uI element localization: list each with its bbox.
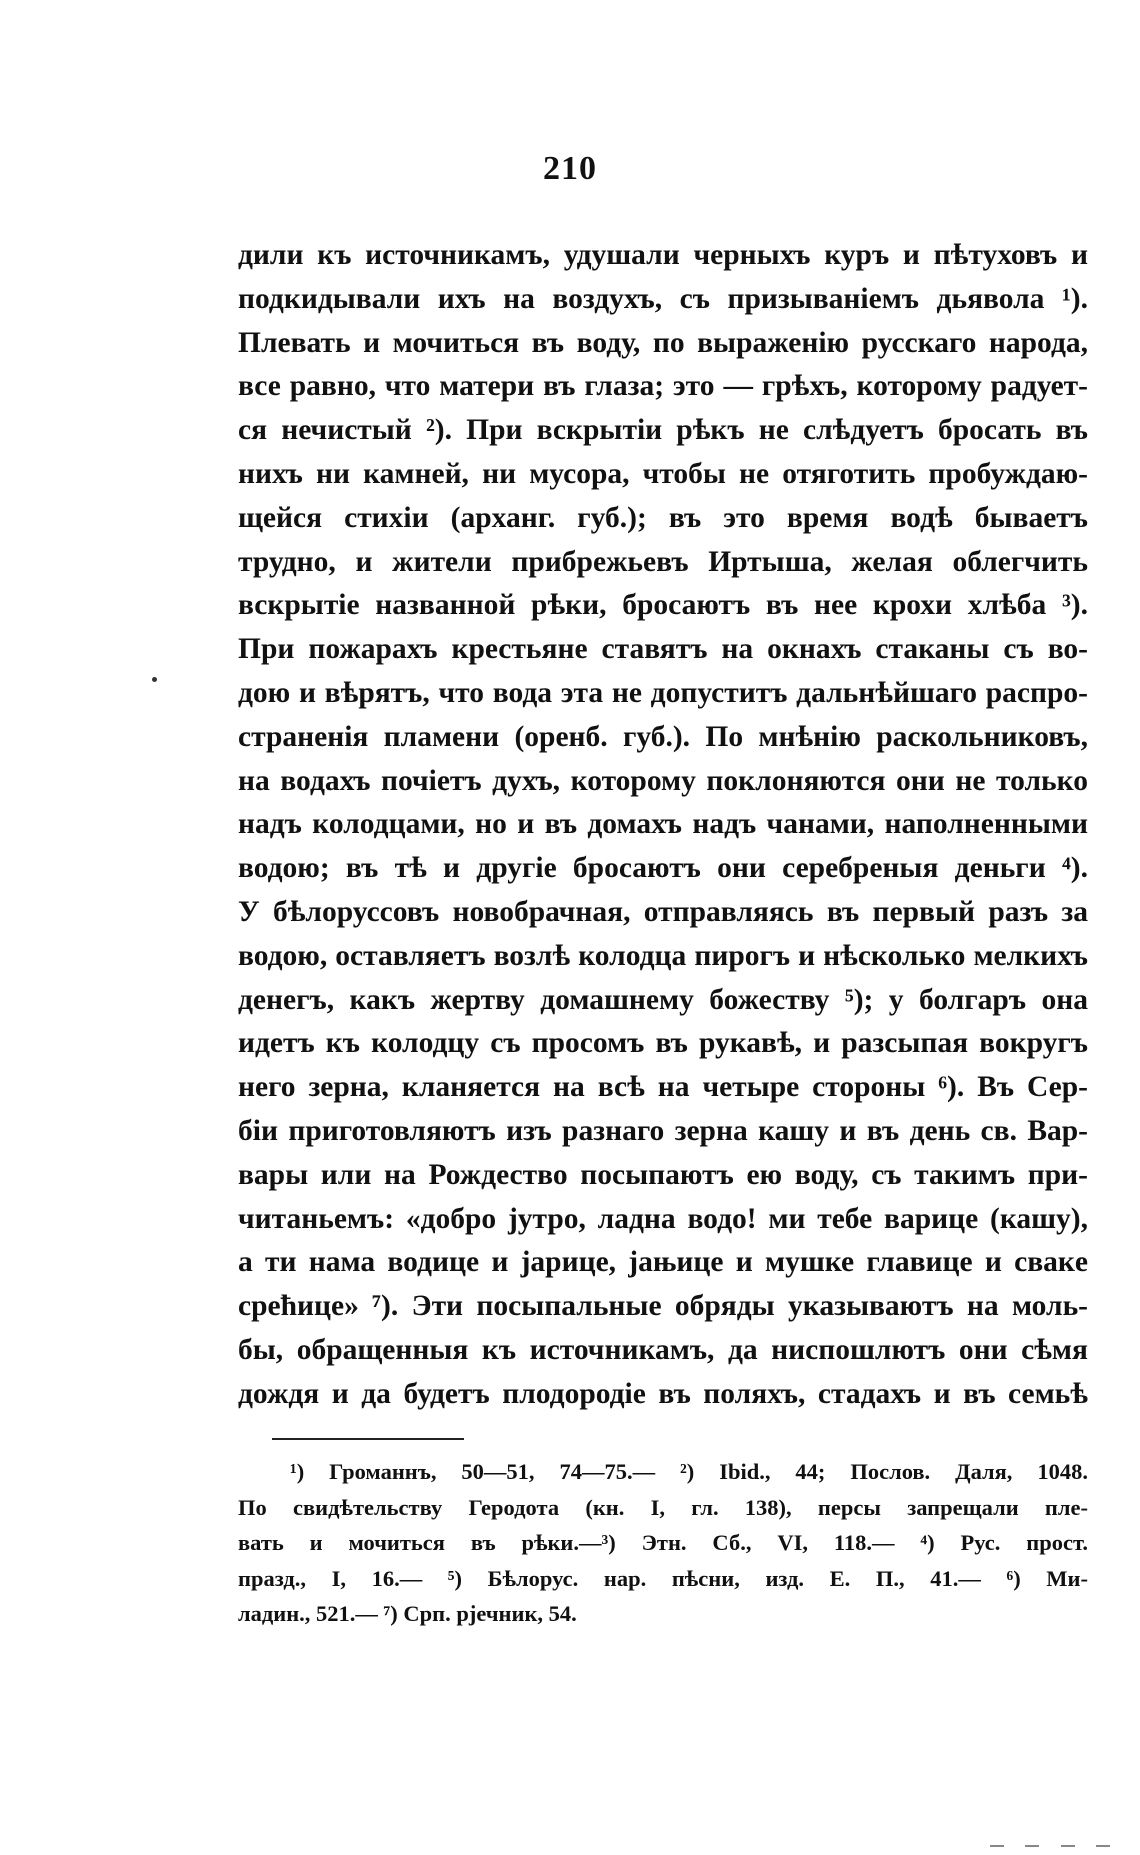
body-line: ся нечистый ²). При вскрытіи рѣкъ не слѣдуетъ бросать въ [238,414,1088,447]
body-line: нихъ ни камней, ни мусора, чтобы не отяготить пробуждаю- [238,457,1088,490]
body-line: него зерна, кланяется на всѣ на четыре стороны ⁶). Въ Сер- [238,1071,1088,1104]
scan-mark [1061,1845,1075,1847]
body-line: подкидывали ихъ на воздухъ, съ призываніемъ дьявола ¹). [238,282,1088,315]
body-text [238,234,1088,1417]
body-line: надъ колодцами, но и въ домахъ надъ чанами, наполненными [238,808,1088,841]
footnote-line: По свидѣтельству Геродота (кн. I, гл. 138), персы запрещали пле- [238,1494,1088,1520]
body-line: денегъ, какъ жертву домашнему божеству ⁵); у болгаръ она [238,983,1088,1016]
body-line: идетъ къ колодцу съ просомъ въ рукавѣ, и разсыпая вокругъ [238,1027,1088,1060]
scan-speck [152,677,157,682]
page-number: 210 [543,150,597,187]
body-line: водою; въ тѣ и другіе бросаютъ они серебреныя деньги ⁴). [238,852,1088,885]
body-line: страненія пламени (оренб. губ.). По мнѣнію раскольниковъ, [238,720,1088,753]
body-line: на водахъ почіетъ духъ, которому поклоняются они не только [238,764,1088,797]
body-line: дили къ источникамъ, удушали черныхъ куръ и пѣтуховъ и [238,239,1088,271]
body-line: щейся стихіи (арханг. губ.); въ это время водѣ бываетъ [238,501,1088,534]
body-line: вары или на Рождество посыпаютъ ею воду, съ такимъ при- [238,1158,1088,1191]
body-line: При пожарахъ крестьяне ставятъ на окнахъ стаканы съ во- [238,633,1088,666]
scan-mark [990,1845,1004,1847]
body-line: все равно, что матери въ глаза; это — грѣхъ, которому радует- [238,370,1088,403]
body-line: срећице» ⁷). Эти посыпальные обряды указываютъ на моль- [238,1290,1088,1323]
scan-edge-marks [990,1845,1110,1849]
footnote-line: ладин., 521.— ⁷) Срп. рјечник, 54. [238,1601,577,1626]
body-line: Плевать и мочиться въ воду, по выраженію русскаго народа, [238,326,1088,359]
body-line: трудно, и жители прибрежьевъ Иртыша, желая облегчить [238,545,1088,578]
footnote-line: празд., I, 16.— ⁵) Бѣлорус. нар. пѣсни, изд. Е. П., 41.— ⁶) Ми- [238,1565,1088,1591]
body-line: а ти нама водице и јарице, јањице и мушке главице и свакe [238,1246,1088,1279]
footnote-line: вать и мочиться въ рѣки.—³) Этн. Сб., VI, 118.— ⁴) Рус. прост. [238,1530,1088,1555]
body-line: читаньемъ: «добро јутро, ладна водо! ми тебе варице (кашу), [238,1202,1088,1235]
footnote-line: ¹) Громаннъ, 50—51, 74—75.— ²) Ibid., 44; Послов. Даля, 1048. [290,1459,1088,1484]
body-line: водою, оставляетъ возлѣ колодца пирогъ и нѣсколько мелкихъ [238,939,1088,972]
scan-mark [1025,1845,1039,1847]
footnote-separator [272,1438,464,1440]
footnotes [238,1454,1088,1632]
body-line: біи приготовляютъ изъ разнаго зерна кашу и въ день св. Вар- [238,1114,1088,1147]
body-line: У бѣлоруссовъ новобрачная, отправляясь въ первый разъ за [238,895,1088,928]
scan-mark [1096,1845,1110,1847]
body-line: дою и вѣрятъ, что вода эта не допуститъ дальнѣйшаго распро- [238,676,1088,709]
body-line: вскрытіе названной рѣки, бросаютъ въ нее крохи хлѣба ³). [238,589,1088,622]
body-line: дождя и да будетъ плодородіе въ поляхъ, стадахъ и въ семьѣ [238,1377,1088,1410]
body-line: бы, обращенныя къ источникамъ, да ниспошлютъ они сѣмя [238,1333,1088,1366]
